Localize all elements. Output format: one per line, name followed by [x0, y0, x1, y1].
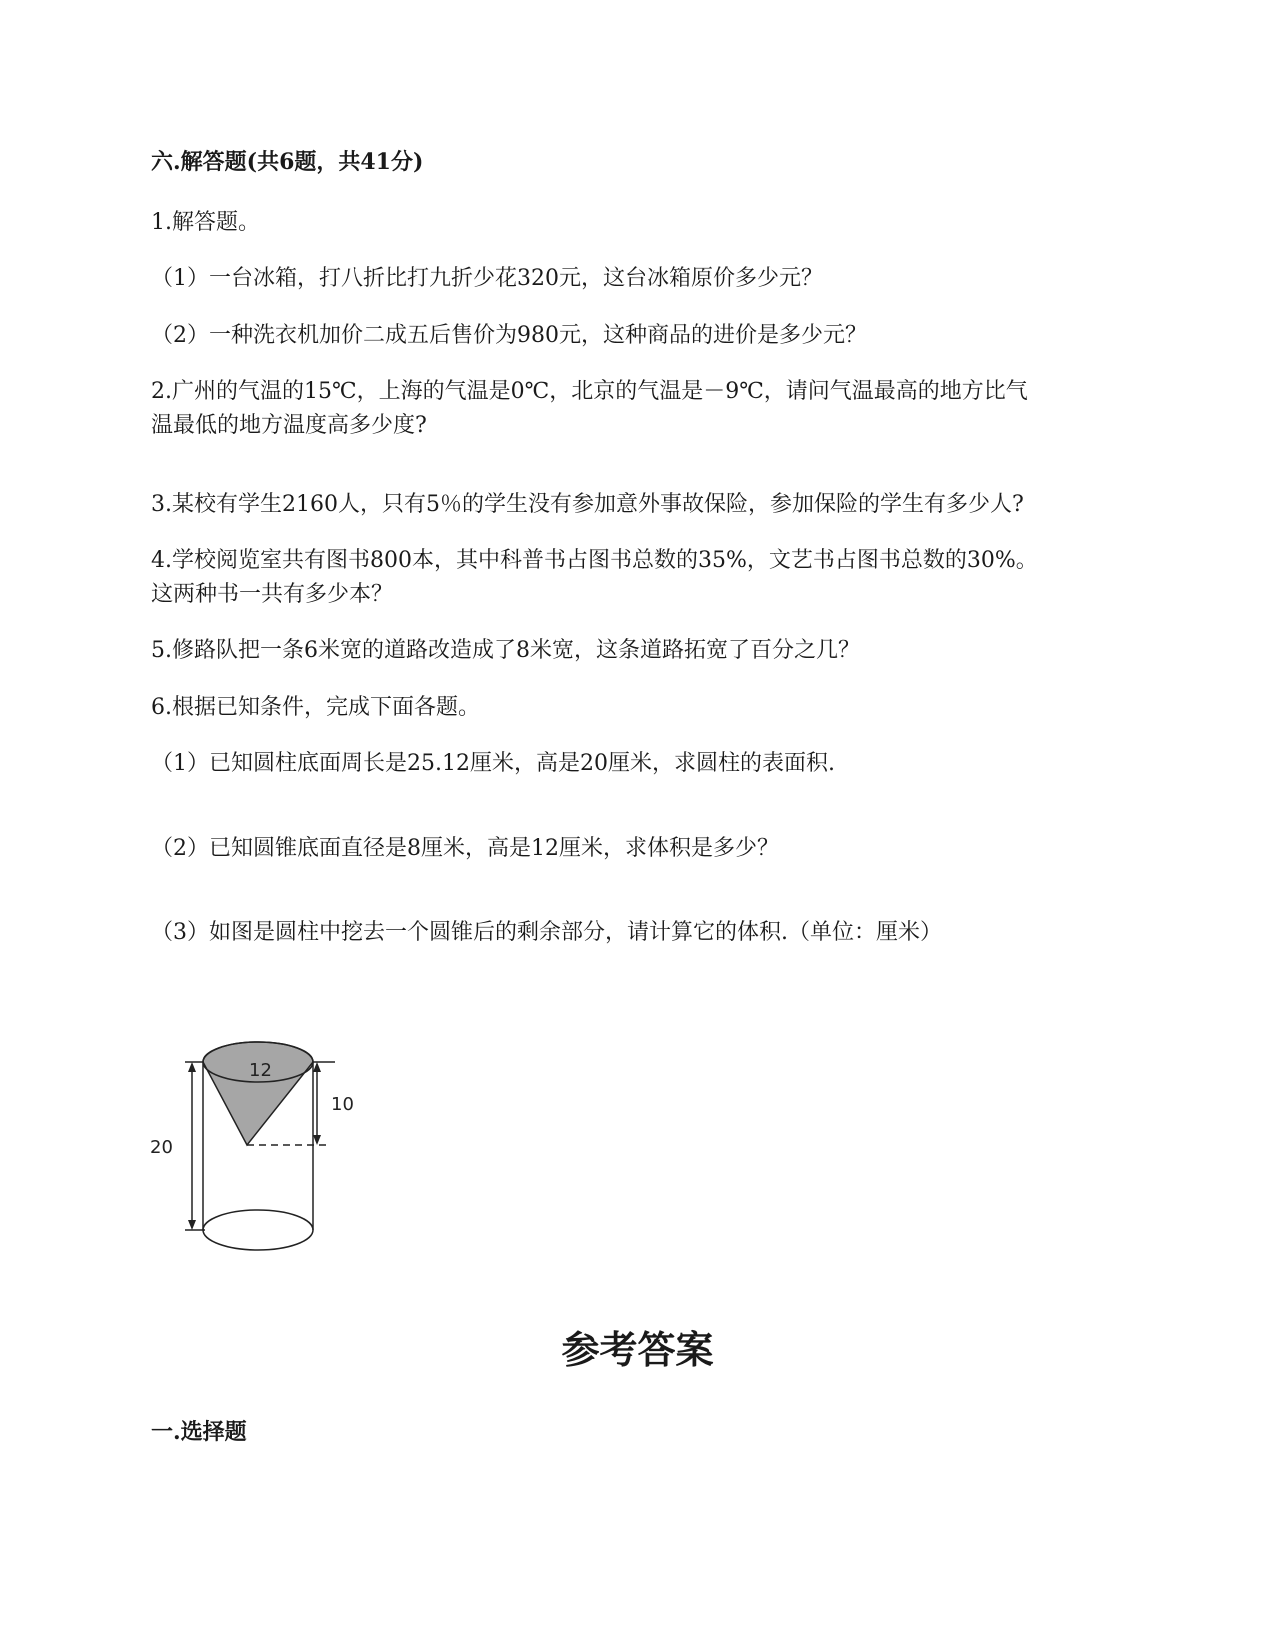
cylinder-cone-figure [145, 1035, 385, 1265]
height-10-arrowhead-bottom [313, 1135, 321, 1145]
question-4-line-1: 4.学校阅览室共有图书800本，其中科普书占图书总数的35%，文艺书占图书总数的30%。 [151, 548, 1038, 573]
question-1-sub-1: （1）一台冰箱，打八折比打九折少花320元，这台冰箱原价多少元？ [151, 266, 823, 291]
cylinder-bottom-ellipse [203, 1210, 313, 1250]
section-six-heading: 六.解答题(共6题，共41分) [151, 149, 424, 175]
height-20-arrowhead-top [188, 1062, 196, 1072]
question-6-stem: 6.根据已知条件，完成下面各题。 [151, 695, 480, 720]
diameter-label: 12 [249, 1060, 272, 1081]
answers-section-one-heading: 一.选择题 [151, 1419, 247, 1445]
cone-shape [203, 1042, 313, 1145]
question-2-line-1: 2.广州的气温的15℃，上海的气温是0℃，北京的气温是－9℃，请问气温最高的地方比气 [151, 379, 1028, 404]
cylinder-height-label: 20 [150, 1137, 173, 1158]
question-2-line-2: 温最低的地方温度高多少度? [151, 413, 427, 438]
answers-title: 参考答案 [561, 1327, 714, 1372]
question-6-sub-3: （3）如图是圆柱中挖去一个圆锥后的剩余部分，请计算它的体积.（单位：厘米） [151, 920, 942, 945]
question-6-sub-1: （1）已知圆柱底面周长是25.12厘米，高是20厘米，求圆柱的表面积. [151, 751, 835, 776]
question-3-line-1: 3.某校有学生2160人，只有5％的学生没有参加意外事故保险，参加保险的学生有多少人? [151, 492, 1024, 517]
height-10-arrowhead-top [313, 1062, 321, 1072]
question-1-sub-2: （2）一种洗衣机加价二成五后售价为980元，这种商品的进价是多少元？ [151, 323, 867, 348]
height-20-arrowhead-bottom [188, 1220, 196, 1230]
question-1-stem: 1.解答题。 [151, 210, 260, 235]
question-5-line-1: 5.修路队把一条6米宽的道路改造成了8米宽，这条道路拓宽了百分之几？ [151, 638, 860, 663]
cone-height-label: 10 [331, 1094, 354, 1115]
question-6-sub-2: （2）已知圆锥底面直径是8厘米，高是12厘米，求体积是多少？ [151, 836, 779, 861]
question-4-line-2: 这两种书一共有多少本？ [151, 582, 394, 607]
